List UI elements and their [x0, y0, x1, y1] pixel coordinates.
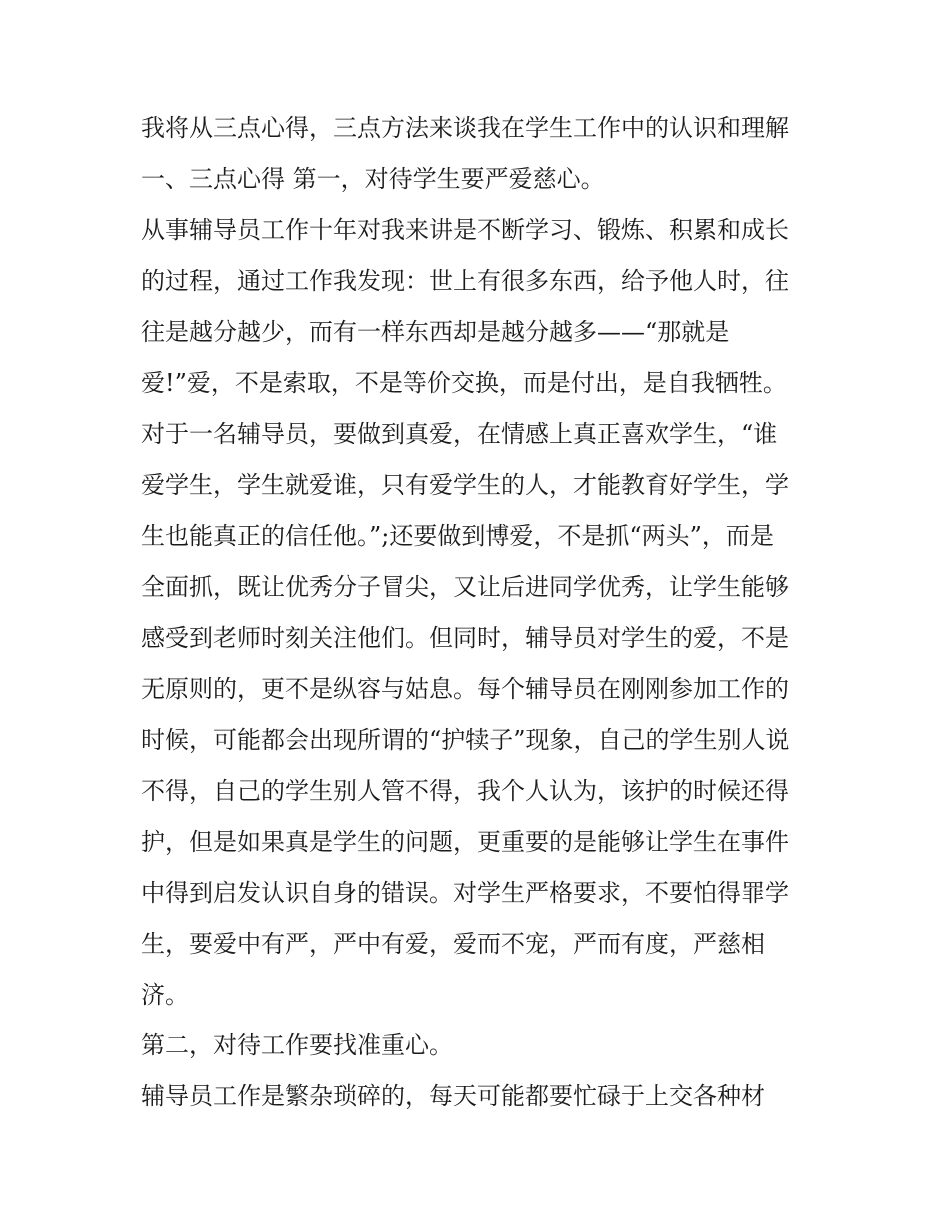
text-line-20: 辅导员工作是繁杂琐碎的，每天可能都要忙碌于上交各种材 [141, 1082, 765, 1110]
text-line-4: 的过程，通过工作我发现：世上有很多东西，给予他人时，往 [141, 267, 789, 295]
text-line-13: 时候，可能都会出现所谓的“护犊子”现象，自己的学生别人说 [141, 726, 790, 754]
text-line-1: 我将从三点心得，三点方法来谈我在学生工作中的认识和理解 [141, 114, 789, 142]
text-line-17: 生，要爱中有严，严中有爱，爱而不宠，严而有度，严慈相 [141, 930, 765, 958]
text-line-6: 爱!”爱，不是索取，不是等价交换，而是付出，是自我牺牲。 [141, 369, 787, 397]
text-line-18: 济。 [141, 981, 189, 1009]
text-line-16: 中得到启发认识自身的错误。对学生严格要求，不要怕得罪学 [141, 879, 789, 907]
text-line-8: 爱学生，学生就爱谁，只有爱学生的人，才能教育好学生，学 [141, 471, 789, 499]
text-line-11: 感受到老师时刻关注他们。但同时，辅导员对学生的爱，不是 [141, 624, 789, 652]
text-line-7: 对于一名辅导员，要做到真爱，在情感上真正喜欢学生，“谁 [141, 420, 778, 448]
text-line-2: 一、三点心得 第一，对待学生要严爱慈心。 [141, 165, 605, 193]
text-line-10: 全面抓，既让优秀分子冒尖，又让后进同学优秀，让学生能够 [141, 573, 789, 601]
text-line-12: 无原则的，更不是纵容与姑息。每个辅导员在刚刚参加工作的 [141, 675, 789, 703]
text-line-5: 往是越分越少，而有一样东西却是越分越多——“那就是 [141, 318, 730, 346]
text-line-19: 第二，对待工作要找准重心。 [141, 1031, 453, 1059]
text-line-3: 从事辅导员工作十年对我来讲是不断学习、锻炼、积累和成长 [141, 216, 789, 244]
text-line-15: 护，但是如果真是学生的问题，更重要的是能够让学生在事件 [141, 828, 789, 856]
text-line-14: 不得，自己的学生别人管不得，我个人认为，该护的时候还得 [141, 777, 789, 805]
text-line-9: 生也能真正的信任他。”;还要做到博爱，不是抓“两头”，而是 [141, 522, 774, 550]
